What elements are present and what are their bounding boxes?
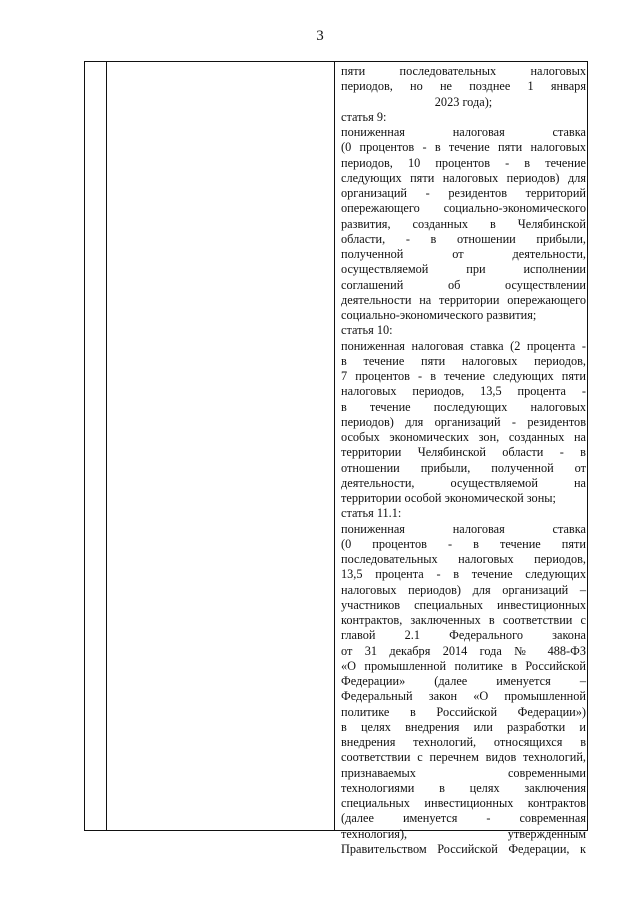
text-line: в течение последующих налоговых <box>341 399 586 414</box>
text-line: статья 9: <box>341 109 387 124</box>
text-line: от 31 декабря 2014 года № 488-ФЗ <box>341 643 586 658</box>
text-line: периодов) для организаций - резидентов <box>341 414 586 429</box>
text-line: (0 процентов - в течение пяти <box>341 536 586 551</box>
text-line: специальных инвестиционных контрактов <box>341 796 586 810</box>
text-line: следующих пяти налоговых периодов) для <box>341 170 586 185</box>
text-line: периодов, 10 процентов - в течение <box>341 155 586 170</box>
text-line: опережающего социально-экономического <box>341 201 586 216</box>
text-line: организаций - резидентов территорий <box>341 186 586 200</box>
text-line: «О промышленной политике в Российской <box>341 658 586 673</box>
text-line: Федерации» (далее именуется – <box>341 674 586 688</box>
text-line: контрактов, заключенных в соответствии с <box>341 613 586 627</box>
text-line: 2023 года); <box>434 94 493 109</box>
tax-rate-column-text <box>341 64 586 857</box>
text-line: территории Челябинской области - в <box>341 445 586 460</box>
text-line: пониженная налоговая ставка (2 процента - <box>341 338 586 353</box>
column-divider <box>106 62 107 830</box>
text-line: последовательных налоговых периодов, <box>341 552 586 566</box>
text-line: полученной от деятельности, <box>341 247 586 261</box>
text-line: Федеральный закон «О промышленной <box>341 689 586 704</box>
text-line: пяти последовательных налоговых <box>341 64 586 78</box>
text-line: (0 процентов - в течение пяти налоговых <box>341 140 586 155</box>
text-line: пониженная налоговая ставка <box>341 125 586 139</box>
text-line: деятельности, осуществляемой на <box>341 475 586 490</box>
text-line: пониженная налоговая ставка <box>341 521 586 536</box>
text-line: 13,5 процента - в течение следующих <box>341 567 586 582</box>
text-line: статья 11.1: <box>341 506 402 521</box>
text-line: деятельности на территории опережающего <box>341 292 586 307</box>
text-line: отношении прибыли, полученной от <box>341 460 586 475</box>
text-line: в течение пяти налоговых периодов, <box>341 353 586 368</box>
text-line: периодов, но не позднее 1 января <box>341 79 586 94</box>
text-line: в целях внедрения или разработки и <box>341 719 586 734</box>
column-divider <box>334 62 335 830</box>
text-line: (далее именуется - современная <box>341 811 586 826</box>
text-line: области, - в отношении прибыли, <box>341 231 586 246</box>
text-line: территории особой экономической зоны; <box>341 491 556 505</box>
text-line: налоговых периодов, 13,5 процента - <box>341 384 586 399</box>
text-line: внедрения технологий, относящихся в <box>341 735 586 749</box>
text-line: соглашений об осуществлении <box>341 277 586 292</box>
text-line: технологиями в целях заключения <box>341 780 586 795</box>
text-line: 7 процентов - в течение следующих пяти <box>341 369 586 383</box>
document-table <box>84 61 588 856</box>
text-line: участников специальных инвестиционных <box>341 597 586 612</box>
text-line: соответствии с перечнем видов технологий, <box>341 750 586 765</box>
text-line: статья 10: <box>341 323 393 338</box>
text-line: политике в Российской Федерации») <box>341 704 586 719</box>
page-number: 3 <box>316 28 324 44</box>
text-line: социально-экономического развития; <box>341 308 537 322</box>
text-line: Правительством Российской Федерации, к <box>341 841 586 856</box>
text-line: особых экономических зон, созданных на <box>341 430 586 444</box>
text-line: главой 2.1 Федерального закона <box>341 628 586 643</box>
text-line: налоговых периодов) для организаций – <box>341 582 586 597</box>
text-line: признаваемых современными <box>341 765 586 780</box>
text-line: осуществляемой при исполнении <box>341 262 586 277</box>
text-line: технология), утвержденным <box>341 826 586 841</box>
text-line: развития, созданных в Челябинской <box>341 216 586 231</box>
